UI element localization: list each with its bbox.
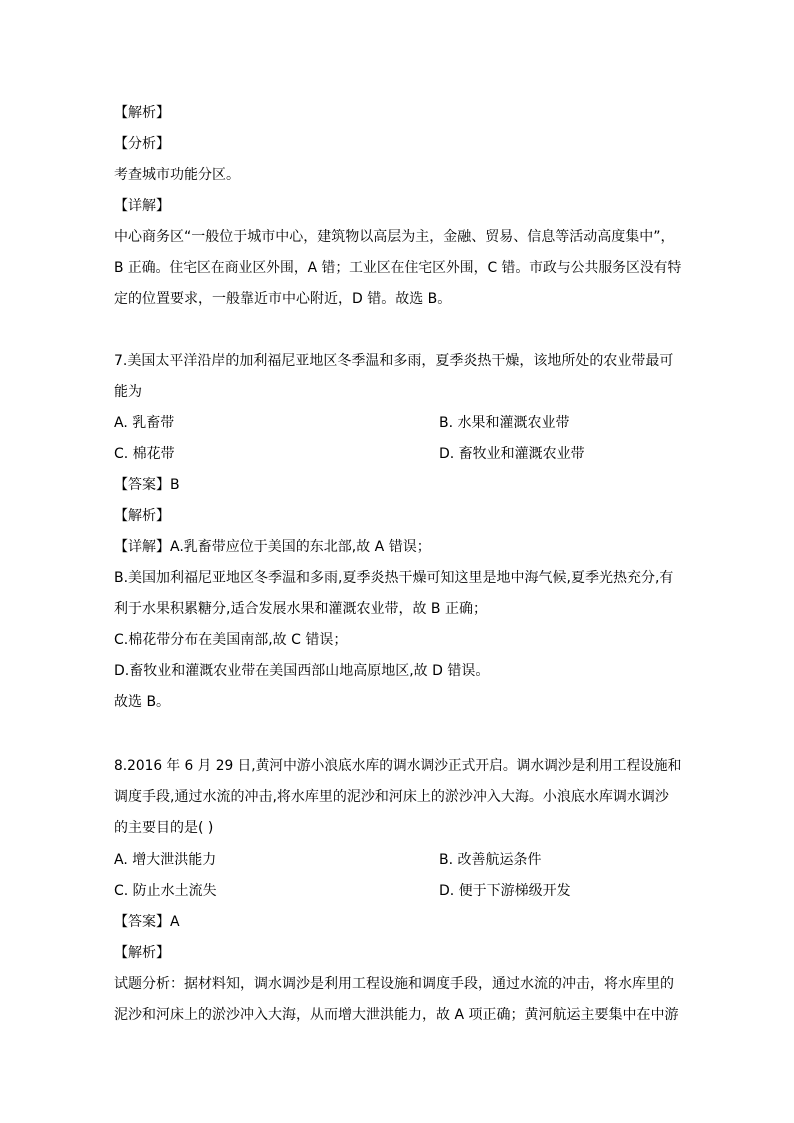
q7-explain-line: B.美国加利福尼亚地区冬季温和多雨,夏季炎热干燥可知这里是地中海气候,夏季光热充分,有	[114, 570, 674, 586]
q7-option-c: C. 棉花带	[114, 446, 175, 462]
q7-jiexi-heading: 【解析】	[114, 508, 170, 524]
q6-fenxi-heading: 【分析】	[114, 136, 170, 152]
q8-stem-line: 8.2016 年 6 月 29 日,黄河中游小浪底水库的调水调沙正式开启。调水调沙是利用工程设施和	[114, 758, 682, 774]
q7-explain-line: 利于水果积累糖分,适合发展水果和灌溉农业带，故 B 正确；	[114, 601, 487, 617]
q8-jiexi-heading: 【解析】	[114, 945, 170, 961]
q8-answer: 【答案】A	[114, 914, 180, 930]
q7-explain-line: 【详解】A.乳畜带应位于美国的东北部,故 A 错误；	[114, 539, 431, 555]
q6-jiexi-heading: 【解析】	[114, 105, 170, 121]
q7-stem-line: 7.美国太平洋沿岸的加利福尼亚地区冬季温和多雨，夏季炎热干燥，该地所处的农业带最可	[114, 353, 674, 369]
q8-option-d: D. 便于下游梯级开发	[439, 883, 571, 899]
q8-stem-line: 调度手段,通过水流的冲击,将水库里的泥沙和河床上的淤沙冲入大海。小浪底水库调水调沙	[114, 789, 669, 805]
q8-analysis-line: 试题分析：据材料知，调水调沙是利用工程设施和调度手段，通过水流的冲击，将水库里的	[114, 976, 674, 992]
q7-explain-line: 故选 B。	[114, 694, 171, 710]
q7-answer: 【答案】B	[114, 477, 180, 493]
q6-detail-line: 定的位置要求，一般靠近市中心附近，D 错。故选 B。	[114, 291, 452, 307]
q6-detail-line: B 正确。住宅区在商业区外围，A 错；工业区在住宅区外围，C 错。市政与公共服务区没有特	[114, 260, 682, 276]
q8-option-b: B. 改善航运条件	[439, 852, 542, 868]
q8-option-a: A. 增大泄洪能力	[114, 852, 217, 868]
q7-explain-line: C.棉花带分布在美国南部,故 C 错误；	[114, 632, 348, 648]
q8-analysis-line: 泥沙和河床上的淤沙冲入大海，从而增大泄洪能力，故 A 项正确；黄河航运主要集中在中游	[114, 1007, 679, 1023]
q6-xiangjie-heading: 【详解】	[114, 198, 170, 214]
q6-fenxi-text: 考查城市功能分区。	[114, 167, 240, 183]
q7-option-a: A. 乳畜带	[114, 415, 175, 431]
q8-stem-line: 的主要目的是( )	[114, 820, 214, 836]
q6-detail-line: 中心商务区“一般位于城市中心，建筑物以高层为主，金融、贸易、信息等活动高度集中”，	[114, 229, 675, 245]
q8-option-c: C. 防止水土流失	[114, 883, 217, 899]
q7-explain-line: D.畜牧业和灌溉农业带在美国西部山地高原地区,故 D 错误。	[114, 663, 490, 679]
q7-stem-line: 能为	[114, 384, 142, 400]
q7-option-b: B. 水果和灌溉农业带	[439, 415, 570, 431]
q7-option-d: D. 畜牧业和灌溉农业带	[439, 446, 585, 462]
